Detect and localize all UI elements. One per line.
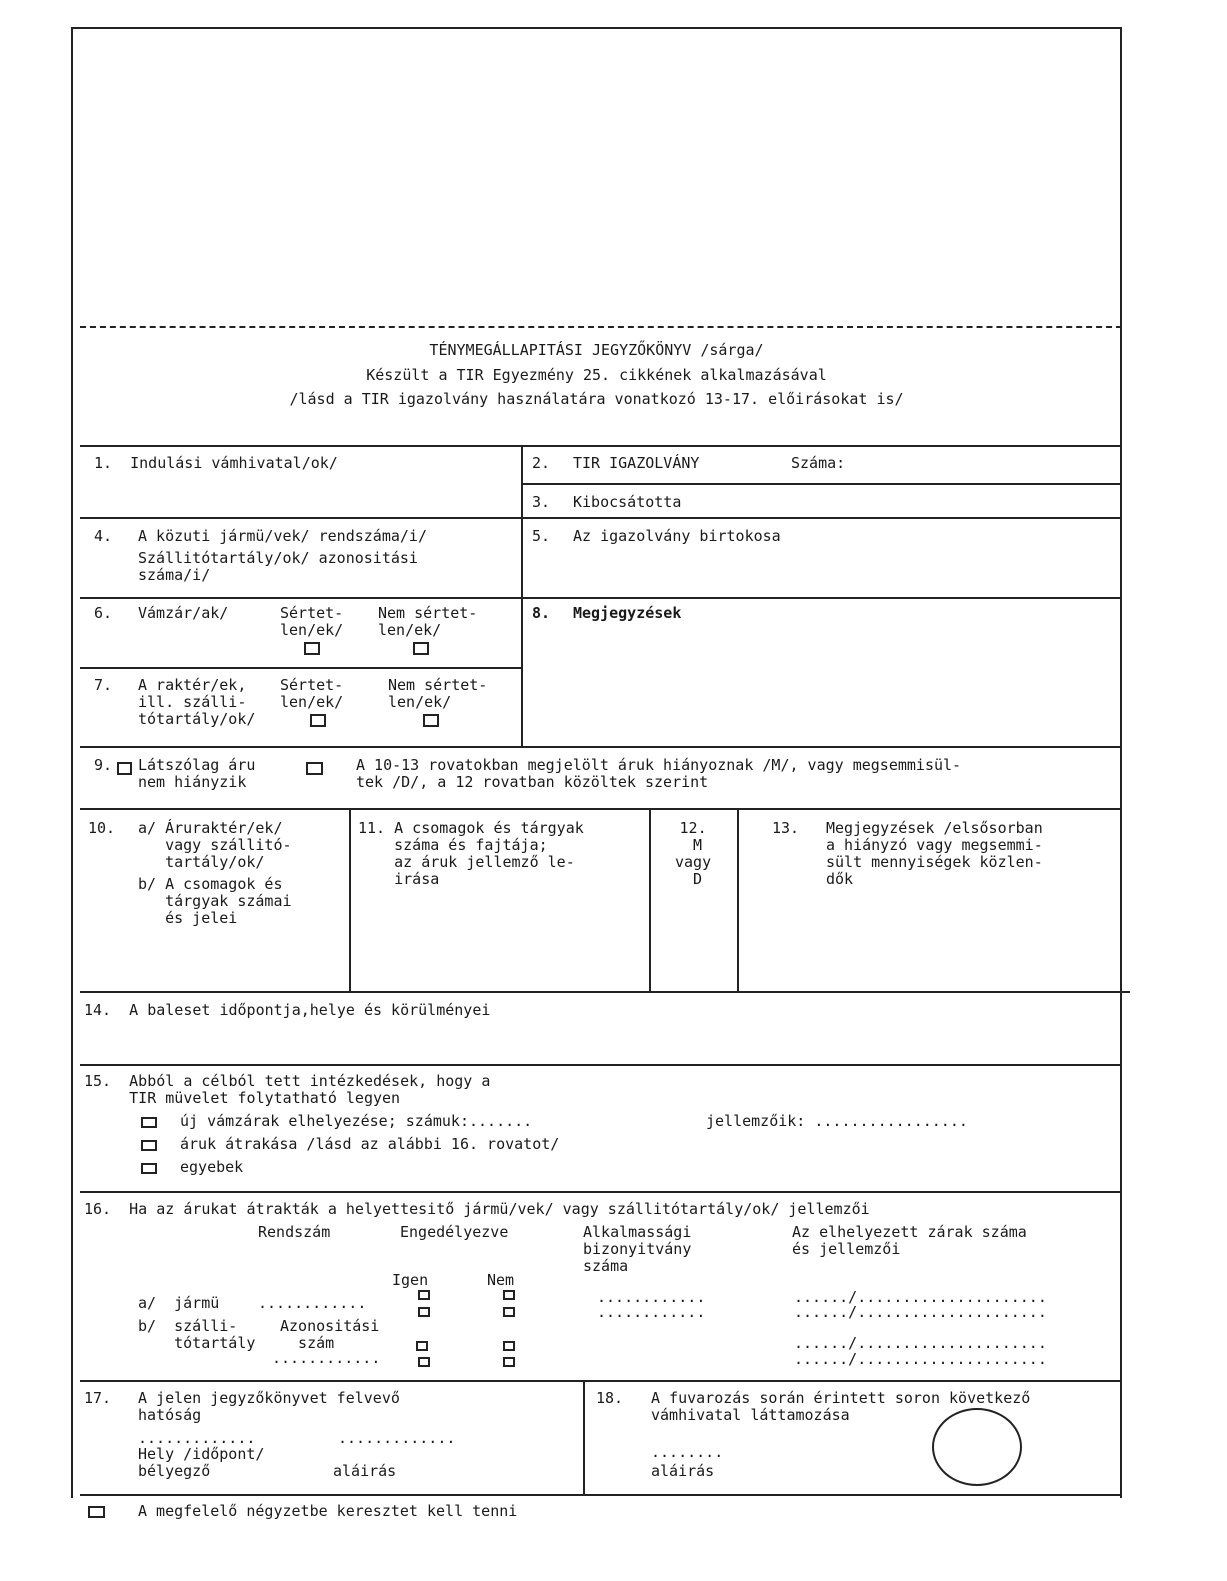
- field-16-b2-nem-checkbox[interactable]: [503, 1357, 515, 1367]
- field-16-a2-nem-checkbox[interactable]: [503, 1307, 515, 1317]
- field-11-label: 11. A csomagok és tárgyak száma és fajtája; az áruk jellemző le- irása: [358, 819, 584, 888]
- cut-line: [80, 326, 1122, 328]
- field-16-b-seal-dots: ....../.....................: [794, 1334, 1047, 1352]
- field-12-label: 12. M vagy D: [675, 819, 712, 888]
- frame-top-border: [71, 27, 1122, 29]
- field-9-number: 9.: [94, 756, 113, 774]
- field-6-damaged-checkbox[interactable]: [413, 642, 429, 655]
- field-4-number: 4.: [94, 527, 113, 545]
- field-3-number: 3.: [532, 493, 551, 511]
- form-reference: /lásd a TIR igazolvány használatára vonatkozó 13-17. előirásokat is/: [289, 390, 904, 408]
- field-6-option-intact: Sértet- len/ek/: [280, 604, 344, 639]
- field-16-a-cert-dots: ............: [597, 1288, 706, 1306]
- field-16-a2-seal-dots: ....../.....................: [794, 1303, 1047, 1321]
- field-16-col-zarak: Az elhelyezett zárak száma és jellemzői: [792, 1223, 1027, 1258]
- field-16-a-dots: ............: [258, 1294, 367, 1312]
- field-17-signature-dots: .............: [338, 1429, 456, 1447]
- field-15-other: egyebek: [180, 1158, 244, 1176]
- field-15-label: 15. Abból a célból tett intézkedések, hogy a TIR müvelet folytatható legyen: [84, 1072, 491, 1107]
- field-15-transfer: áruk átrakása /lásd az alábbi 16. rovatot/: [180, 1135, 560, 1153]
- rule: [80, 991, 1130, 993]
- field-3-label: Kibocsátotta: [573, 493, 682, 511]
- frame-left-border: [71, 27, 73, 1498]
- field-2-label: TIR IGAZOLVÁNY: [573, 454, 700, 472]
- field-18-signature-label: aláirás: [651, 1462, 715, 1480]
- rule: [80, 445, 1120, 447]
- field-16-label: 16. Ha az árukat átrakták a helyettesitő jármü/vek/ vagy szállitótartály/ok/ jellemzői: [84, 1200, 870, 1218]
- field-5-number: 5.: [532, 527, 551, 545]
- rule: [80, 667, 522, 669]
- field-15-new-seals: új vámzárak elhelyezése; számuk:.......: [180, 1112, 533, 1130]
- field-7-number: 7.: [94, 676, 113, 694]
- field-7-damaged-checkbox[interactable]: [423, 714, 439, 727]
- field-10-b: b/ A csomagok és tárgyak számai és jelei: [138, 875, 292, 927]
- field-6-intact-checkbox[interactable]: [304, 642, 320, 655]
- field-16-b2-seal-dots: ....../.....................: [794, 1350, 1047, 1368]
- field-7-option-damaged: Nem sértet- len/ek/: [388, 676, 488, 711]
- field-8-label: Megjegyzések: [573, 604, 682, 622]
- rule: [80, 597, 1120, 599]
- field-9-shortage-checkbox[interactable]: [306, 762, 323, 775]
- footer-note: A megfelelő négyzetbe keresztet kell tenni: [138, 1502, 518, 1520]
- rule: [80, 517, 1120, 519]
- rule: [649, 808, 651, 991]
- field-17-place-dots: .............: [138, 1429, 256, 1447]
- field-16-b2-igen-checkbox[interactable]: [418, 1357, 430, 1367]
- field-16-col-engedelyezve: Engedélyezve: [400, 1223, 509, 1241]
- field-6-number: 6.: [94, 604, 113, 622]
- field-18-signature-dots: ........: [651, 1443, 724, 1461]
- field-8-number: 8.: [532, 604, 551, 622]
- field-9-no-shortage-label: Látszólag áru nem hiányzik: [138, 756, 256, 791]
- field-16-b-container: b/ szálli- tótartály: [138, 1317, 256, 1352]
- form-title: TÉNYMEGÁLLAPITÁSI JEGYZŐKÖNYV /sárga/: [429, 341, 764, 359]
- field-4-line2: Szállitótartály/ok/ azonositási: [138, 549, 418, 567]
- field-16-a-nem-checkbox[interactable]: [503, 1290, 515, 1300]
- rule: [583, 1380, 585, 1494]
- field-4-line3: száma/i/: [138, 566, 211, 584]
- rule: [349, 808, 351, 991]
- rule: [522, 483, 1120, 485]
- field-9-shortage-text: A 10-13 rovatokban megjelölt áruk hiányoznak /M/, vagy megsemmisül- tek /D/, a 12 rovatban közöltek szerint: [356, 756, 962, 791]
- field-2-number: 2.: [532, 454, 551, 472]
- rule: [80, 808, 1120, 810]
- rule: [737, 808, 739, 991]
- field-1-label: 1. Indulási vámhivatal/ok/: [94, 454, 338, 472]
- field-14-label: 14. A baleset időpontja,helye és körülményei: [84, 1001, 491, 1019]
- field-16-b-dots: ............: [272, 1349, 381, 1367]
- rule: [521, 445, 523, 746]
- field-16-a-seal-dots: ....../.....................: [794, 1288, 1047, 1306]
- field-17-number: 17.: [84, 1389, 112, 1407]
- rule: [80, 1064, 1120, 1066]
- rule: [80, 1191, 1120, 1193]
- field-16-a2-igen-checkbox[interactable]: [418, 1307, 430, 1317]
- rule: [80, 1380, 1120, 1382]
- field-17-signature-label: aláirás: [333, 1462, 397, 1480]
- field-6-label: Vámzár/ak/: [138, 604, 229, 622]
- field-13-label: Megjegyzések /elsősorban a hiányzó vagy megsemmi- sült mennyiségek közlen- dők: [826, 819, 1043, 888]
- field-16-b-igen-checkbox[interactable]: [416, 1341, 428, 1351]
- field-15-other-checkbox[interactable]: [141, 1163, 157, 1174]
- field-7-label: A raktér/ek, ill. szálli- tótartály/ok/: [138, 676, 256, 728]
- form-subtitle: Készült a TIR Egyezmény 25. cikkének alkalmazásával: [366, 366, 827, 384]
- field-4-line1: A közuti jármü/vek/ rendszáma/i/: [138, 527, 427, 545]
- field-15-new-seals-checkbox[interactable]: [141, 1117, 157, 1128]
- field-10-number: 10.: [88, 819, 116, 837]
- field-13-number: 13.: [772, 819, 800, 837]
- field-16-b-nem-checkbox[interactable]: [503, 1341, 515, 1351]
- rule: [80, 746, 1120, 748]
- field-16-col-rendszam: Rendszám: [258, 1223, 331, 1241]
- field-10-a: a/ Áruraktér/ek/ vagy szállitó- tartály/ok/: [138, 819, 292, 871]
- field-2-szama: Száma:: [791, 454, 846, 472]
- rule: [80, 1494, 1122, 1496]
- field-16-a2-cert-dots: ............: [597, 1303, 706, 1321]
- field-15-seal-characteristics: jellemzőik: .................: [706, 1112, 968, 1130]
- field-7-intact-checkbox[interactable]: [310, 714, 326, 727]
- field-6-option-damaged: Nem sértet- len/ek/: [378, 604, 478, 639]
- field-16-a-vehicle: a/ jármü: [138, 1294, 220, 1312]
- field-18-label: A fuvarozás során érintett soron következő vámhivatal láttamozása: [651, 1389, 1031, 1424]
- stamp-circle: [932, 1408, 1022, 1486]
- field-16-col-alkalmassagi: Alkalmassági bizonyitvány száma: [583, 1223, 692, 1275]
- field-18-number: 18.: [596, 1389, 624, 1407]
- field-16-igen: Igen: [392, 1271, 429, 1289]
- field-7-option-intact: Sértet- len/ek/: [280, 676, 344, 711]
- field-16-a-igen-checkbox[interactable]: [418, 1290, 430, 1300]
- frame-right-border: [1120, 27, 1122, 1498]
- field-16-b-azonositasi: Azonositási szám: [280, 1317, 380, 1352]
- field-5-label: Az igazolvány birtokosa: [573, 527, 781, 545]
- field-9-no-shortage-checkbox[interactable]: [117, 762, 132, 775]
- field-17-label: A jelen jegyzőkönyvet felvevő hatóság: [138, 1389, 400, 1424]
- field-15-transfer-checkbox[interactable]: [141, 1140, 157, 1151]
- field-17-place-label: Hely /időpont/ bélyegző: [138, 1445, 265, 1480]
- field-16-nem: Nem: [487, 1271, 515, 1289]
- footer-checkbox-icon: [88, 1506, 105, 1518]
